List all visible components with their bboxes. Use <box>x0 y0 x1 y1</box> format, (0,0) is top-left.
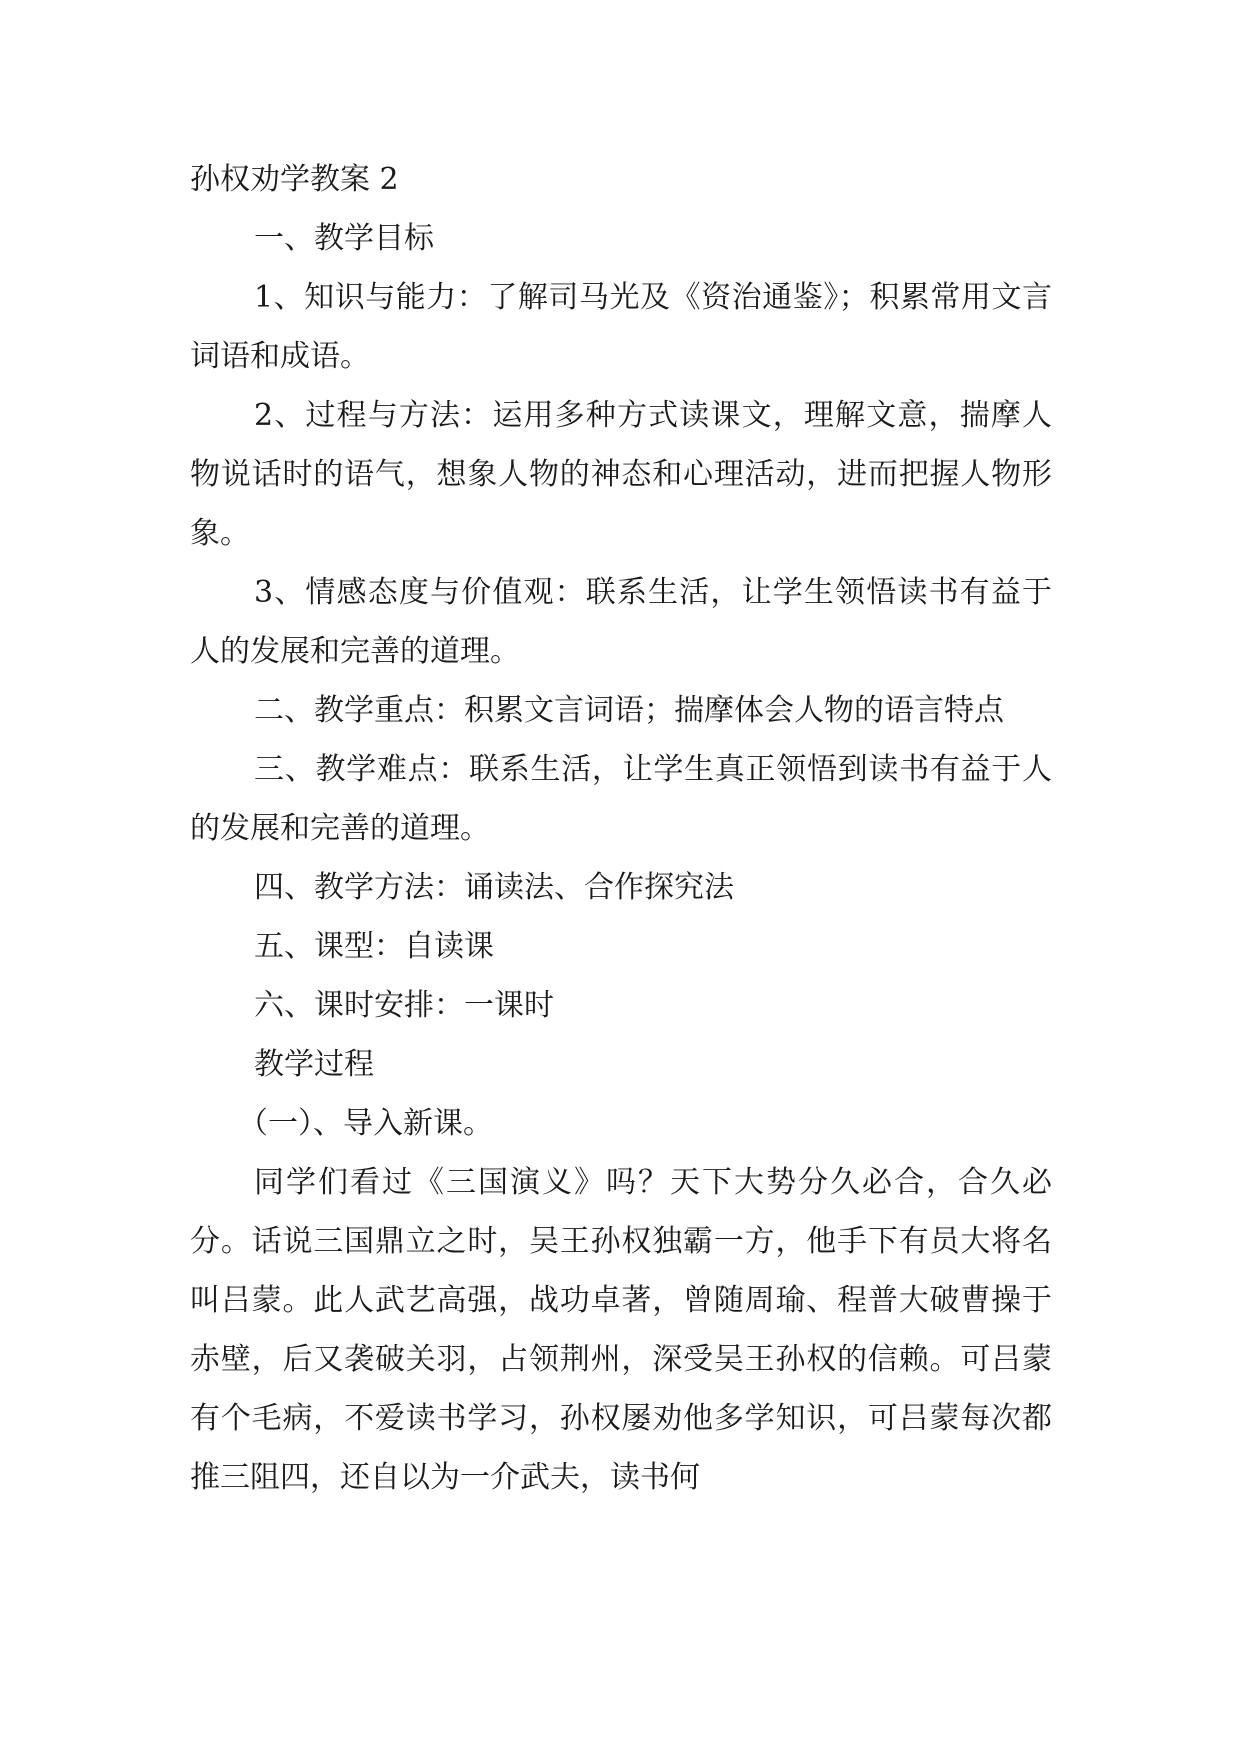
subsection-introduction: （一）、导入新课。 <box>238 1106 493 1141</box>
section-key-points: 二、教学重点：积累文言词语；揣摩体会人物的语言特点 <box>254 693 1004 728</box>
document-page <box>190 150 1052 1507</box>
section-schedule: 六、课时安排：一课时 <box>254 988 554 1023</box>
section-heading-objectives: 一、教学目标 <box>254 221 434 256</box>
objective-knowledge: 1、知识与能力：了解司马光及《资治通鉴》；积累常用文言词语和成语。 <box>190 280 1052 374</box>
introduction-body: 同学们看过《三国演义》吗？天下大势分久必合，合久必分。话说三国鼎立之时，吴王孙权独霸一方，他手下有员大将名叫吕蒙。此人武艺高强，战功卓著，曾随周瑜、程普大破曹操于赤壁，后又袭破关羽，占领荆州，深受吴王孙权的信赖。可吕蒙有个毛病，不爱读书学习，孙权屡劝他多学知识，可吕蒙每次都推三阻四，还自以为一介武夫，读书何 <box>190 1165 1052 1495</box>
objective-process: 2、过程与方法：运用多种方式读课文，理解文意，揣摩人物说话时的语气，想象人物的神态和心理活动，进而把握人物形象。 <box>190 398 1052 551</box>
objective-values: 3、情感态度与价值观：联系生活，让学生领悟读书有益于人的发展和完善的道理。 <box>190 575 1052 669</box>
section-difficulties: 三、教学难点：联系生活，让学生真正领悟到读书有益于人的发展和完善的道理。 <box>190 752 1052 846</box>
section-teaching-process: 教学过程 <box>254 1047 374 1082</box>
section-lesson-type: 五、课型：自读课 <box>254 929 494 964</box>
document-title: 孙权劝学教案 2 <box>190 162 399 197</box>
section-methods: 四、教学方法：诵读法、合作探究法 <box>254 870 734 905</box>
